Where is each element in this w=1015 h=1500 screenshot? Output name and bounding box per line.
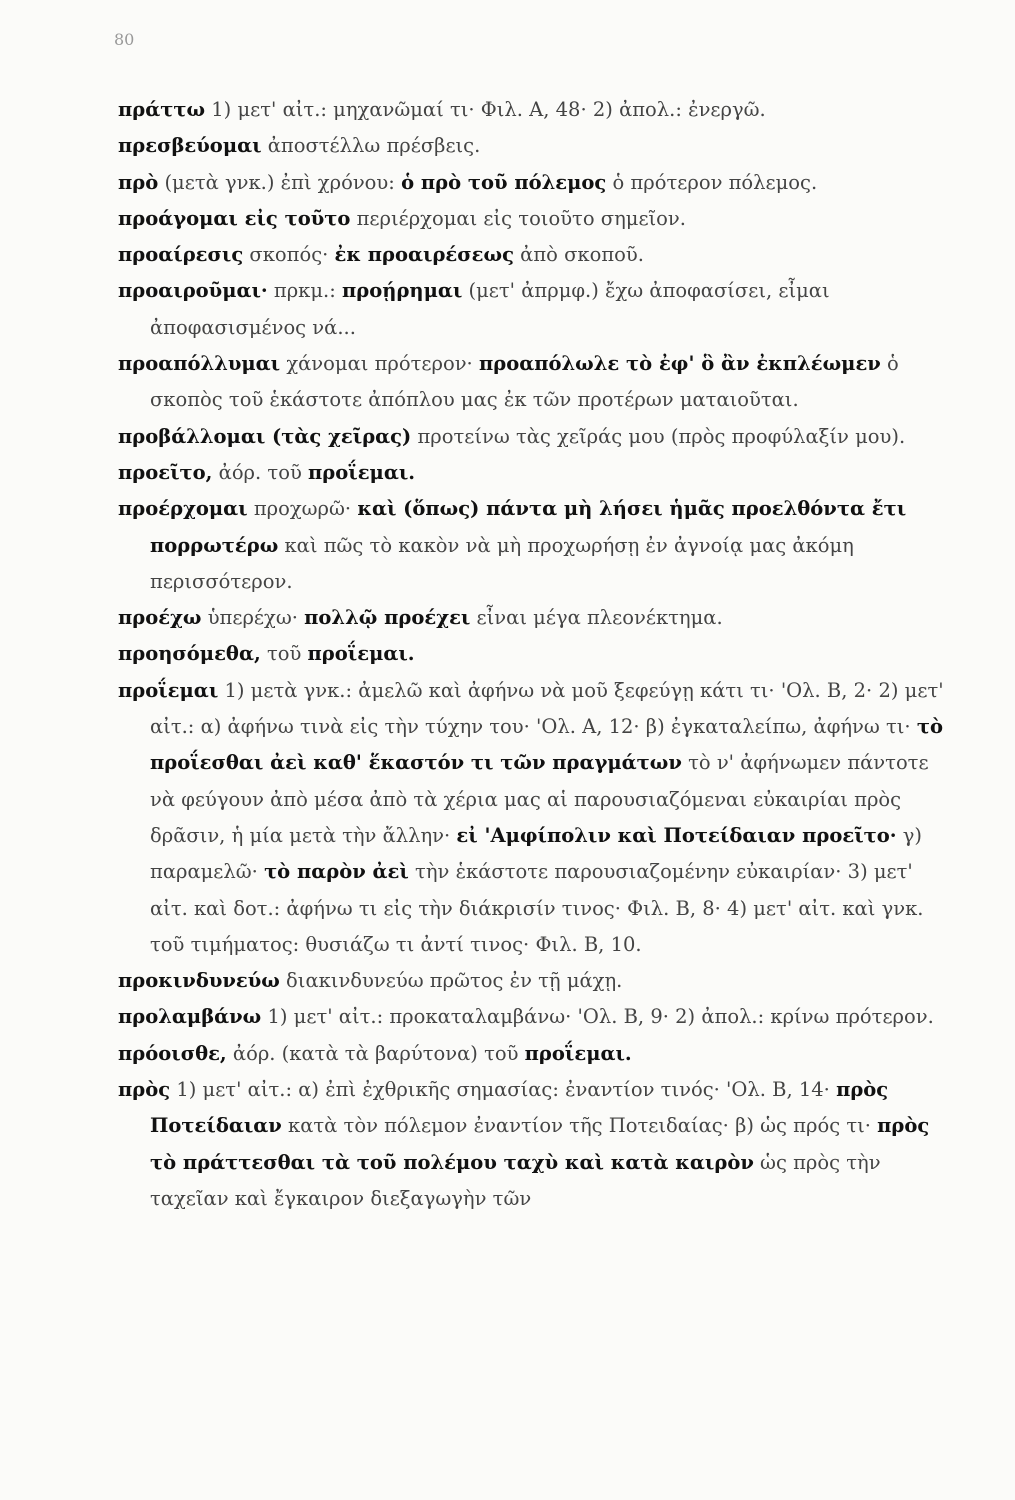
entry-definition: (μετ' ἀπρμφ.) ἔχω ἀποφασίσει, εἶμαι ἀποφασισμένος νά...	[150, 279, 830, 339]
entry-headword: πρὸς τὸ πράττεσθαι τὰ τοῦ πολέμου ταχὺ καὶ κατὰ καιρὸν	[150, 1114, 930, 1174]
dictionary-entry	[118, 636, 948, 672]
dictionary-entry	[118, 1036, 948, 1072]
dictionary-entry	[118, 600, 948, 636]
entry-headword: προαιροῦμαι·	[118, 279, 268, 303]
entry-headword: τὸ παρὸν ἀεὶ	[264, 860, 409, 884]
entry-definition: γ) παραμελῶ·	[150, 823, 923, 884]
entry-headword: πρὸς	[118, 1078, 171, 1102]
entry-definition: 1) μετ' αἰτ.: μηχανῶμαί τι· Φιλ. Α, 48· 2) ἀπολ.: ἐνεργῶ.	[205, 98, 766, 121]
entry-headword: προκινδυνεύω	[118, 969, 280, 993]
entry-headword: τὸ προΐεσθαι ἀεὶ καθ' ἕκαστόν τι τῶν πραγμάτων	[150, 715, 943, 775]
entry-definition: ὁ σκοπὸς τοῦ ἑκάστοτε ἀπόπλου μας ἐκ τῶν προτέρων ματαιοῦται.	[150, 352, 899, 412]
page-number: 80	[114, 30, 135, 49]
entry-headword: προΐεμαι.	[307, 642, 415, 666]
entry-definition: καὶ πῶς τὸ κακὸν νὰ μὴ προχωρήσῃ ἐν ἀγνοίᾳ μας ἀκόμη περισσότερον.	[150, 533, 854, 593]
entry-definition: πρκμ.:	[267, 279, 343, 303]
entry-definition: ὑπερέχω·	[201, 606, 305, 630]
entry-headword: προαπόλωλε τὸ ἐφ' ὃ ἂν ἐκπλέωμεν	[478, 352, 881, 376]
entry-headword: προΐεμαι	[118, 678, 219, 702]
dictionary-entry	[118, 92, 948, 128]
entry-headword: προΐεμαι.	[308, 460, 416, 484]
entry-headword: ἐκ προαιρέσεως	[334, 243, 514, 267]
entry-headword: εἰ 'Αμφίπολιν καὶ Ποτείδαιαν προεῖτο·	[456, 823, 897, 847]
entry-definition: προχωρῶ·	[247, 497, 358, 521]
entry-definition: 1) μετ' αἰτ.: α) ἐπὶ ἐχθρικῆς σημασίας: ἐναντίον τινός· 'Ολ. Β, 14·	[170, 1078, 837, 1102]
dictionary-entry	[118, 419, 948, 455]
entry-headword: προεῖτο,	[118, 460, 213, 484]
entry-list	[118, 92, 948, 1217]
dictionary-entry	[118, 273, 948, 346]
entry-headword: προαίρεσις	[118, 243, 244, 267]
dictionary-entry	[118, 673, 948, 963]
entry-definition: κατὰ τὸν πόλεμον ἐναντίον τῆς Ποτειδαίας· β) ὡς πρός τι·	[281, 1114, 878, 1138]
entry-headword: πολλῷ προέχει	[304, 606, 471, 630]
entry-definition: ἀόρ. (κατὰ τὰ βαρύτονα) τοῦ	[226, 1041, 525, 1065]
dictionary-entry	[118, 963, 948, 999]
entry-definition: τὸ ν' ἀφήνωμεν πάντοτε νὰ φεύγουν ἀπὸ μέσα ἀπὸ τὰ χέρια μας αἱ παρουσιαζόμεναι εὐκαιρίαι πρὸς δρᾶσιν, ἡ μία μετὰ τὴν ἄλλην·	[150, 751, 929, 847]
entry-headword: πρὸ	[118, 170, 159, 194]
entry-definition: ἀόρ. τοῦ	[212, 460, 309, 484]
entry-definition: εἶναι μέγα πλεονέκτημα.	[470, 606, 723, 630]
entry-headword: προῄρημαι	[342, 279, 463, 303]
entry-headword: πρὸς Ποτείδαιαν	[150, 1078, 889, 1138]
entry-headword: πρεσβεύομαι	[118, 134, 262, 158]
entry-headword: προάγομαι εἰς τοῦτο	[118, 206, 351, 230]
entry-definition: σκοπός·	[243, 243, 335, 267]
entry-headword: πράττω	[118, 98, 206, 121]
entry-definition: ὡς πρὸς τὴν ταχεῖαν καὶ ἔγκαιρον διεξαγωγὴν τῶν	[150, 1150, 881, 1210]
entry-headword: προλαμβάνω	[118, 1005, 262, 1029]
dictionary-entry	[118, 455, 948, 491]
entry-definition: (μετὰ γνκ.) ἐπὶ χρόνου:	[158, 170, 402, 194]
dictionary-entry	[118, 165, 948, 201]
entry-headword: προβάλλομαι (τὰς χεῖρας)	[118, 424, 412, 448]
entry-definition: τὴν ἑκάστοτε παρουσιαζομένην εὐκαιρίαν· 3) μετ' αἰτ. καὶ δοτ.: ἀφήνω τι εἰς τὴν διάκρισίν τινος· Φιλ. Β, 8· 4) μετ' αἰτ. καὶ γνκ. τοῦ τιμήματος: θυσιάζω τι ἀντί τινος· Φιλ. Β, 10.	[150, 860, 924, 956]
entry-headword: προαπόλλυμαι	[118, 352, 281, 376]
entry-definition: ἀποστέλλω πρέσβεις.	[261, 134, 481, 158]
entry-headword: καὶ (ὅπως) πάντα μὴ λήσει ἡμᾶς προελθόντα ἔτι πορρωτέρω	[150, 497, 907, 557]
entry-headword: προησόμεθα,	[118, 642, 261, 666]
dictionary-entry	[118, 1072, 948, 1217]
entry-definition: ὁ πρότερον πόλεμος.	[606, 170, 818, 194]
entry-definition: ἀπὸ σκοποῦ.	[513, 243, 644, 267]
dictionary-entry	[118, 346, 948, 419]
dictionary-entry	[118, 201, 948, 237]
entry-headword: ὁ πρὸ τοῦ πόλεμος	[401, 170, 607, 194]
entry-headword: προΐεμαι.	[524, 1041, 632, 1065]
dictionary-entry	[118, 128, 948, 164]
entry-definition: διακινδυνεύω πρῶτος ἐν τῇ μάχῃ.	[279, 969, 623, 993]
entry-definition: προτείνω τὰς χεῖράς μου (πρὸς προφύλαξίν μου).	[411, 424, 906, 448]
entry-headword: πρόοισθε,	[118, 1041, 227, 1065]
entry-definition: περιέρχομαι εἰς τοιοῦτο σημεῖον.	[350, 206, 686, 230]
entry-definition: χάνομαι πρότερον·	[280, 352, 479, 376]
entry-definition: 1) μετ' αἰτ.: προκαταλαμβάνω· 'Ολ. Β, 9· 2) ἀπολ.: κρίνω πρότερον.	[261, 1005, 934, 1029]
entry-definition: τοῦ	[260, 642, 308, 666]
dictionary-entry	[118, 999, 948, 1035]
dictionary-entry	[118, 237, 948, 273]
entry-headword: προέρχομαι	[118, 497, 248, 521]
entry-headword: προέχω	[118, 606, 202, 630]
entry-definition: 1) μετὰ γνκ.: ἀμελῶ καὶ ἀφήνω νὰ μοῦ ξεφεύγῃ κάτι τι· 'Ολ. Β, 2· 2) μετ' αἰτ.: α) ἀφήνω τινὰ εἰς τὴν τύχην του· 'Ολ. Α, 12· β) ἐγκαταλείπω, ἀφήνω τι·	[150, 678, 944, 739]
dictionary-entry	[118, 491, 948, 600]
